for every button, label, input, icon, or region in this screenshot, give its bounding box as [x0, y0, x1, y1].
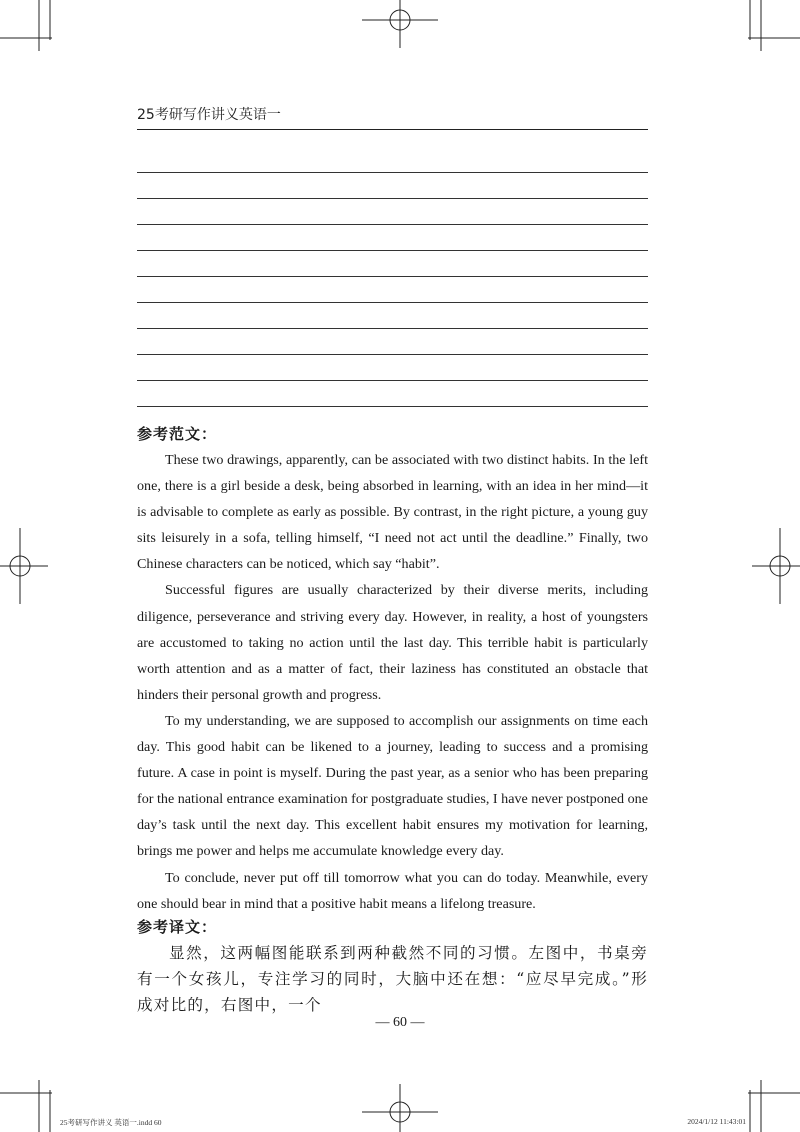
sample-essay-body — [137, 447, 648, 917]
writing-line — [137, 328, 648, 329]
translation-title: 参考译文： — [137, 918, 218, 936]
translation-paragraph: 显然，这两幅图能联系到两种截然不同的习惯。左图中，书桌旁有一个女孩儿，专注学习的同时，大脑中还在想：“应尽早完成。”形成对比的，右图中，一个 — [137, 944, 648, 1014]
writing-line — [137, 380, 648, 381]
writing-line — [137, 224, 648, 225]
page-number: — 60 — — [375, 1015, 425, 1030]
footer-file-name: 25考研写作讲义 英语一.indd 60 — [60, 1118, 162, 1127]
footer-timestamp: 2024/1/12 11:43:01 — [687, 1117, 746, 1126]
writing-line — [137, 276, 648, 277]
sample-essay-title: 参考范文： — [137, 425, 218, 443]
translation-body — [137, 940, 648, 1018]
writing-line — [137, 198, 648, 199]
writing-line — [137, 302, 648, 303]
writing-line — [137, 354, 648, 355]
writing-line — [137, 250, 648, 251]
essay-paragraph: Successful figures are usually characterized by their diverse merits, including diligence, perseverance and striving every day. However, in reality, a host of youngsters are accustomed to taking no action until the last day. This terrible habit is particularly worth attention and as a matter of fact, their laziness has constituted an obstacle that hinders their personal growth and progress. — [137, 582, 648, 703]
running-header: 25考研写作讲义英语一 — [137, 107, 281, 123]
essay-paragraph: To my understanding, we are supposed to accomplish our assignments on time each day. This good habit can be likened to a journey, leading to success and a promising future. A case in point is myself. During the past year, as a senior who has been preparing for the national entrance examination for postgraduate studies, I have never postponed one day’s task until the next day. This excellent habit ensures my motivation for learning, brings me power and helps me accumulate knowledge every day. — [137, 712, 648, 860]
essay-paragraph: These two drawings, apparently, can be associated with two distinct habits. In the left one, there is a girl beside a desk, being absorbed in learning, with an idea in her mind—it is advisable to complete as early as possible. By contrast, in the right picture, a young guy sits leisurely in a sofa, telling himself, “I need not act until the deadline.” Finally, two Chinese characters can be noticed, which say “habit”. — [137, 452, 648, 573]
header-rule — [137, 129, 648, 130]
writing-line — [137, 406, 648, 407]
writing-line — [137, 172, 648, 173]
essay-paragraph: To conclude, never put off till tomorrow what you can do today. Meanwhile, every one should bear in mind that a positive habit means a lifelong treasure. — [137, 869, 648, 912]
